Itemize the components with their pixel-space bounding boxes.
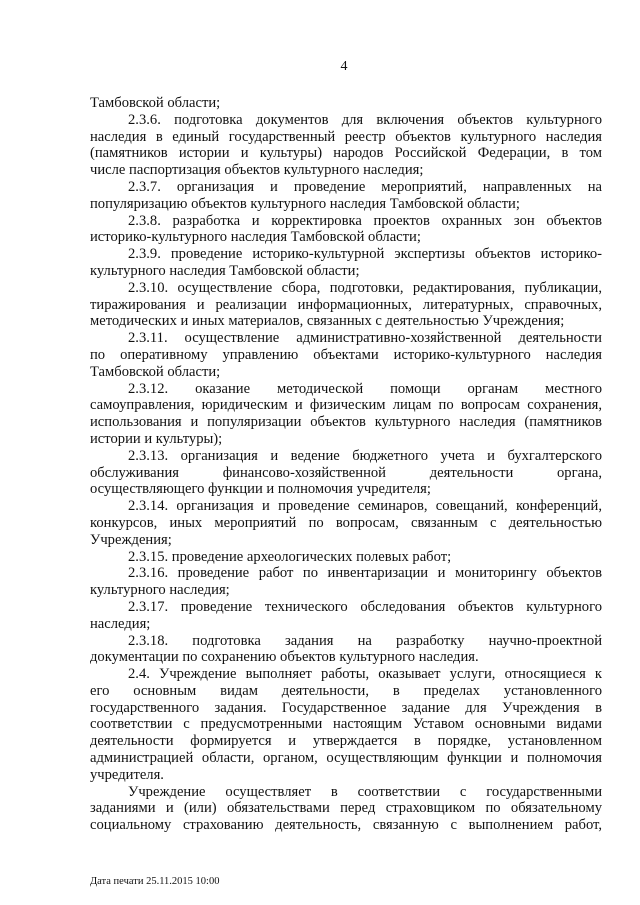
paragraph-2-3-13 — [90, 448, 602, 498]
paragraph-2-3-14 — [90, 498, 602, 548]
page-number: 4 — [340, 59, 348, 74]
text-line: 2.3.11. осуществление административно-хозяйственной деятельности — [128, 330, 602, 347]
paragraph-2-3-8 — [90, 213, 602, 247]
text-line: культурного наследия Тамбовской области; — [90, 262, 360, 279]
text-line: историко-культурного наследия Тамбовской области; — [90, 229, 421, 246]
text-line: 2.3.18. подготовка задания на разработку научно-проектной — [128, 632, 602, 649]
paragraph-2-3-15 — [90, 549, 602, 566]
text-line: Тамбовской области; — [90, 363, 221, 380]
text-line: 2.3.7. организация и проведение мероприятий, направленных на — [128, 178, 602, 195]
text-line: 2.3.16. проведение работ по инвентаризации и мониторингу объектов — [128, 565, 602, 582]
document-body — [90, 95, 602, 834]
text-line: культурного наследия; — [90, 582, 230, 599]
text-line: Учреждение осуществляет в соответствии с государственными — [128, 783, 602, 800]
paragraph-2-3-7 — [90, 179, 602, 213]
paragraph-2-3-18 — [90, 633, 602, 667]
paragraph-institution-activity — [90, 784, 602, 834]
text-line: 2.3.6. подготовка документов для включения объектов культурного — [128, 111, 602, 128]
text-line: учредителя. — [90, 766, 164, 783]
paragraph-2-3-11 — [90, 330, 602, 380]
text-line: числе паспортизация объектов культурного наследия; — [90, 162, 424, 179]
text-line: 2.3.10. осуществление сбора, подготовки, редактирования, публикации, — [128, 279, 602, 296]
text-line: администрацией области, органом, осуществляющим функции и полномочия — [90, 750, 602, 767]
text-line: Тамбовской области; — [90, 95, 221, 111]
text-line: 2.3.9. проведение историко-культурной экспертизы объектов историко- — [128, 246, 602, 263]
text-line: популяризацию объектов культурного наследия Тамбовской области; — [90, 195, 520, 212]
text-line: 2.3.14. организация и проведение семинаров, совещаний, конференций, — [128, 498, 602, 515]
paragraph-2-3-12 — [90, 381, 602, 448]
text-line: Учреждения; — [90, 531, 172, 548]
text-line: 2.3.13. организация и ведение бюджетного учета и бухгалтерского — [128, 447, 602, 464]
text-line: по оперативному управлению объектами историко-культурного наследия — [90, 346, 602, 363]
text-line: тиражирования и реализации информационных, литературных, справочных, — [90, 296, 602, 313]
text-line: государственного задания. Государственное задание для Учреждения в — [90, 699, 602, 716]
text-line: конкурсов, иных мероприятий по вопросам, связанным с деятельностью — [90, 514, 602, 531]
paragraph-2-4 — [90, 666, 602, 784]
text-line: деятельности формируется и утверждается в порядке, установленном — [90, 733, 602, 750]
paragraph-2-3-16 — [90, 565, 602, 599]
paragraph-continuation — [90, 95, 602, 112]
text-line: истории и культуры); — [90, 430, 223, 447]
paragraph-2-3-17 — [90, 599, 602, 633]
text-line: социальному страхованию деятельность, связанную с выполнением работ, — [90, 817, 602, 834]
text-line: соответствии с предусмотренными настоящим Уставом основными видами — [90, 716, 602, 733]
text-line: 2.3.17. проведение технического обследования объектов культурного — [128, 598, 602, 615]
paragraph-2-3-10 — [90, 280, 602, 330]
text-line: 2.3.15. проведение археологических полевых работ; — [128, 548, 452, 565]
text-line: 2.4. Учреждение выполняет работы, оказывает услуги, относящиеся к — [128, 666, 602, 683]
text-line: его основным видам деятельности, в пределах установленного — [90, 682, 602, 699]
text-line: наследия в единый государственный реестр объектов культурного наследия — [90, 128, 602, 145]
paragraph-2-3-9 — [90, 246, 602, 280]
paragraph-2-3-6 — [90, 112, 602, 179]
text-line: 2.3.12. оказание методической помощи органам местного — [128, 380, 602, 397]
text-line: методических и иных материалов, связанных с деятельностью Учреждения; — [90, 313, 565, 330]
text-line: осуществляющего функции и полномочия учредителя; — [90, 481, 431, 498]
text-line: использования и популяризации объектов культурного наследия (памятников — [90, 414, 602, 431]
text-line: наследия; — [90, 615, 151, 632]
text-line: заданиями и (или) обязательствами перед страховщиком по обязательному — [90, 800, 602, 817]
text-line: самоуправления, юридическим и физическим лицам по вопросам сохранения, — [90, 397, 602, 414]
text-line: документации по сохранению объектов культурного наследия. — [90, 649, 479, 666]
text-line: 2.3.8. разработка и корректировка проектов охранных зон объектов — [128, 212, 602, 229]
print-date-footer: Дата печати 25.11.2015 10:00 — [90, 876, 220, 887]
text-line: (памятников истории и культуры) народов Российской Федерации, в том — [90, 145, 602, 162]
text-line: обслуживания финансово-хозяйственной деятельности органа, — [90, 464, 602, 481]
